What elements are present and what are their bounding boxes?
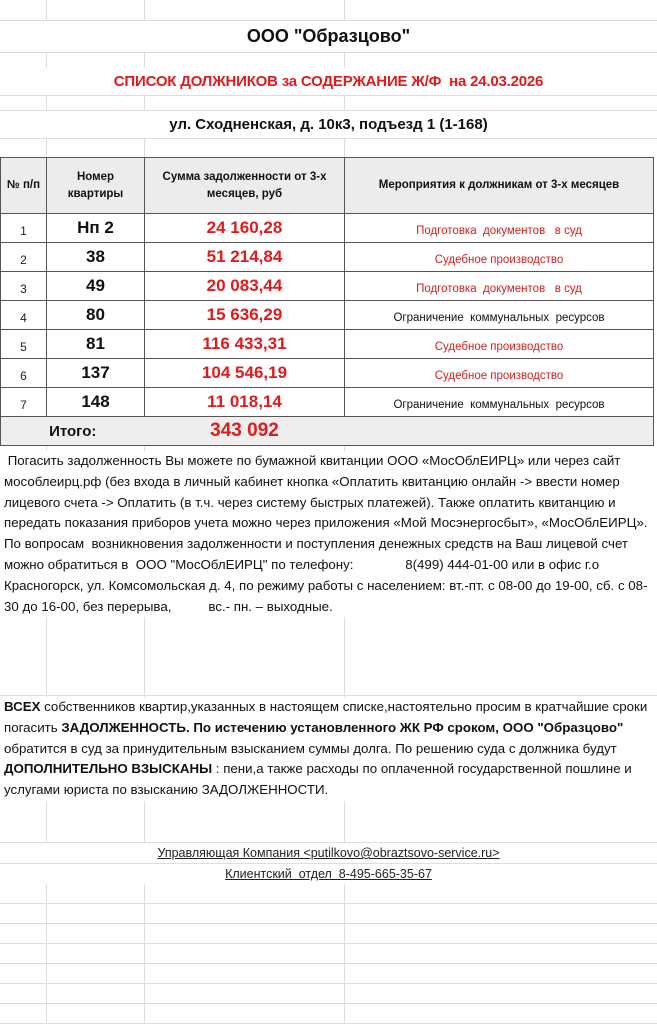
warning-bold-all: ВСЕХ [4, 699, 41, 714]
column-header-number: № п/п [1, 158, 47, 214]
debt-amount: 15 636,29 [145, 301, 345, 330]
grid-line [0, 943, 657, 944]
debt-action: Судебное производство [345, 243, 654, 272]
address-text: ул. Сходненская, д. 10к3, подъезд 1 (1-168) [169, 116, 488, 133]
debt-warning [0, 697, 657, 801]
apartment-number: 49 [47, 272, 145, 301]
grid-line [0, 138, 657, 139]
apartment-number: Нп 2 [47, 214, 145, 243]
grid-line [0, 923, 657, 924]
payment-info [0, 451, 657, 617]
table-row [1, 330, 654, 359]
warning-text: : пени,а также расходы по оплаченной государственной пошлине и услугами юриста по взысканию ЗАДОЛЖЕННОСТИ. [4, 761, 632, 798]
grid-line [0, 983, 657, 984]
debt-amount: 24 160,28 [145, 214, 345, 243]
debt-amount: 11 018,14 [145, 388, 345, 417]
row-number: 2 [1, 243, 47, 272]
grid-line [0, 695, 657, 696]
apartment-number: 81 [47, 330, 145, 359]
table-row [1, 214, 654, 243]
row-number: 1 [1, 214, 47, 243]
grid-line [0, 52, 657, 53]
debtors-table [0, 157, 654, 446]
table-row [1, 359, 654, 388]
total-row [1, 417, 654, 446]
debt-amount: 116 433,31 [145, 330, 345, 359]
debt-amount: 20 083,44 [145, 272, 345, 301]
list-title-text: СПИСОК ДОЛЖНИКОВ за СОДЕРЖАНИЕ Ж/Ф на 24.03.2026 [113, 73, 544, 90]
warning-bold-additional: ДОПОЛНИТЕЛЬНО ВЗЫСКАНЫ [4, 761, 213, 777]
management-company-contact[interactable] [0, 843, 657, 863]
debt-action: Ограничение коммунальных ресурсов [345, 301, 654, 330]
table-row [1, 388, 654, 417]
warning-bold-debt: ЗАДОЛЖЕННОСТЬ. По истечению установленного ЖК РФ сроком, ООО "Образцово" [61, 719, 624, 735]
row-number: 5 [1, 330, 47, 359]
table-row [1, 272, 654, 301]
total-empty-cell [345, 417, 654, 446]
table-row [1, 243, 654, 272]
apartment-number: 80 [47, 301, 145, 330]
total-value: 343 092 [145, 417, 345, 446]
apartment-number: 38 [47, 243, 145, 272]
grid-line [0, 1003, 657, 1004]
debt-action: Судебное производство [345, 359, 654, 388]
contact-instructions: По вопросам возникновения задолженности и поступления денежных средств на Ваш лицевой счет можно обратиться в ООО "МосОблЕИРЦ" по телефону: 8(499) 444-01-00 или в офис г.о Красногорск, ул. Комсомольская д. 4, по режиму работы с населением: вт.-пт. с 08-00 до 19-00, сб. с 08-30 до 16-00, без перерыва, вс.- пн. – выходные. [4, 536, 648, 614]
warning-text: обратится в суд за принудительным взысканием суммы долга. По решению суда с должника будут [4, 740, 617, 756]
address-line [0, 111, 657, 138]
table-header-row [1, 158, 654, 214]
company-title [0, 21, 657, 52]
grid-line [0, 903, 657, 904]
debt-action: Судебное производство [345, 330, 654, 359]
apartment-number: 137 [47, 359, 145, 388]
client-department-phone[interactable]: Клиентский отдел 8-495-665-35-67 [225, 867, 432, 881]
payment-instructions: Погасить задолженность Вы можете по бумажной квитанции ООО «МосОблЕИРЦ» или через сайт мособлеирц.рф (без входа в личный кабинет кнопка «Оплатить квитанцию онлайн -> ввести номер лицевого счета -> Оплатить (в т.ч. через систему быстрых платежей). Также оплатить квитанцию и передать показания приборов учета можно через приложения «Мой Мосэнергосбыт», «МосОблЕИРЦ». [4, 453, 648, 531]
management-email-link[interactable]: Управляющая Компания <putilkovo@obraztsovo-service.ru> [157, 846, 500, 860]
column-header-apartment: Номер квартиры [47, 158, 145, 214]
debt-action: Ограничение коммунальных ресурсов [345, 388, 654, 417]
column-header-action: Мероприятия к должникам от 3-х месяцев [345, 158, 654, 214]
table-row [1, 301, 654, 330]
client-department-contact[interactable] [0, 864, 657, 884]
total-label: Итого: [1, 417, 145, 446]
debt-action: Подготовка документов в суд [345, 272, 654, 301]
debt-action: Подготовка документов в суд [345, 214, 654, 243]
apartment-number: 148 [47, 388, 145, 417]
row-number: 4 [1, 301, 47, 330]
company-name: ООО "Образцово" [246, 26, 411, 46]
row-number: 7 [1, 388, 47, 417]
column-header-amount: Сумма задолженности от 3-х месяцев, руб [145, 158, 345, 214]
debt-amount: 104 546,19 [145, 359, 345, 388]
list-title [0, 68, 657, 95]
warning-text: собственников квартир,указанных в настоящем списке,настоятельно просим в кратчайшие сроки погасить [4, 699, 648, 735]
row-number: 3 [1, 272, 47, 301]
grid-line [0, 95, 657, 96]
grid-line [0, 963, 657, 964]
debt-amount: 51 214,84 [145, 243, 345, 272]
row-number: 6 [1, 359, 47, 388]
